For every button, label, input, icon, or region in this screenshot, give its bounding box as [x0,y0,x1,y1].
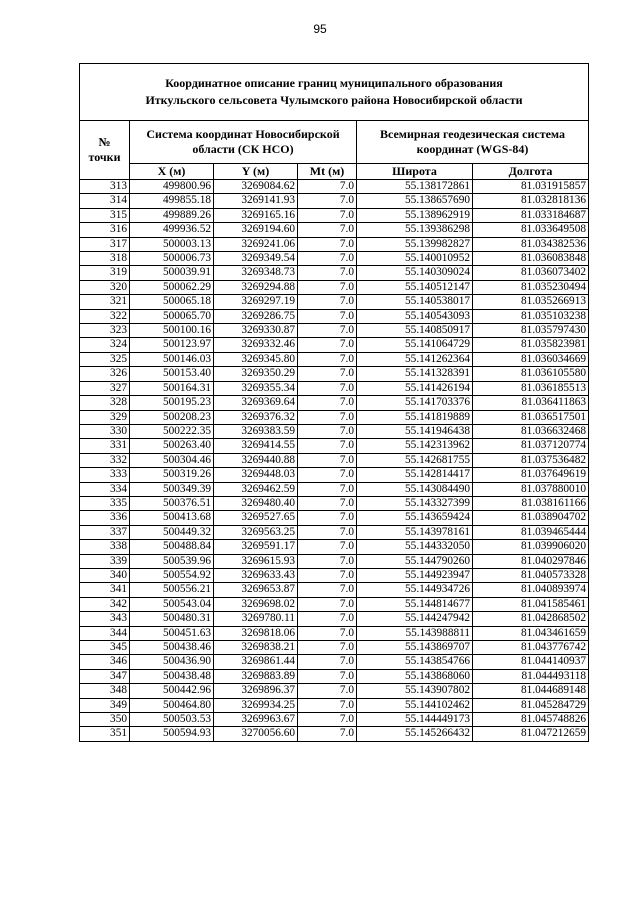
page-number: 95 [313,22,327,36]
x-cell: 500438.48 [130,669,214,683]
table-row [80,237,589,251]
latitude-cell: 55.138657690 [357,194,473,208]
longitude-cell: 81.042868502 [473,612,589,626]
x-cell: 500153.40 [130,367,214,381]
mt-cell: 7.0 [298,468,357,482]
table-row [80,223,589,237]
mt-cell: 7.0 [298,280,357,294]
mt-cell: 7.0 [298,727,357,741]
mt-cell: 7.0 [298,396,357,410]
latitude-cell: 55.141328391 [357,367,473,381]
header-x: X (м) [130,164,214,180]
y-cell: 3269883.89 [214,669,298,683]
y-cell: 3269369.64 [214,396,298,410]
title-line-1: Координатное описание границ муниципального образования [165,76,503,90]
latitude-cell: 55.140543093 [357,309,473,323]
x-cell: 500376.51 [130,496,214,510]
mt-cell: 7.0 [298,496,357,510]
x-cell: 500006.73 [130,252,214,266]
point-number-cell: 333 [80,468,130,482]
longitude-cell: 81.036411863 [473,396,589,410]
table-row [80,266,589,280]
longitude-cell: 81.037880010 [473,482,589,496]
latitude-cell: 55.144934726 [357,583,473,597]
point-number-cell: 329 [80,410,130,424]
longitude-cell: 81.036632468 [473,424,589,438]
x-cell: 500164.31 [130,381,214,395]
point-number-cell: 341 [80,583,130,597]
longitude-cell: 81.036073402 [473,266,589,280]
y-cell: 3269527.65 [214,511,298,525]
table-row [80,338,589,352]
table-row [80,424,589,438]
mt-cell: 7.0 [298,568,357,582]
x-cell: 500195.23 [130,396,214,410]
mt-cell: 7.0 [298,266,357,280]
table-row [80,511,589,525]
latitude-cell: 55.143868060 [357,669,473,683]
table-row [80,583,589,597]
longitude-cell: 81.033184687 [473,208,589,222]
mt-cell: 7.0 [298,482,357,496]
x-cell: 500413.68 [130,511,214,525]
coordinates-table [79,63,589,742]
mt-cell: 7.0 [298,367,357,381]
latitude-cell: 55.140512147 [357,280,473,294]
table-row [80,727,589,741]
table-row [80,208,589,222]
longitude-cell: 81.040297846 [473,554,589,568]
y-cell: 3269896.37 [214,684,298,698]
point-number-cell: 351 [80,727,130,741]
y-cell: 3269462.59 [214,482,298,496]
table-row [80,655,589,669]
point-number-cell: 326 [80,367,130,381]
point-number-cell: 313 [80,180,130,194]
longitude-cell: 81.036034669 [473,352,589,366]
latitude-cell: 55.138962919 [357,208,473,222]
longitude-cell: 81.045284729 [473,698,589,712]
latitude-cell: 55.142814417 [357,468,473,482]
longitude-cell: 81.036105580 [473,367,589,381]
mt-cell: 7.0 [298,554,357,568]
longitude-cell: 81.033649508 [473,223,589,237]
point-number-cell: 350 [80,713,130,727]
mt-cell: 7.0 [298,352,357,366]
point-number-cell: 316 [80,223,130,237]
latitude-cell: 55.141819889 [357,410,473,424]
y-cell: 3269241.06 [214,237,298,251]
longitude-cell: 81.035797430 [473,324,589,338]
table-row [80,367,589,381]
y-cell: 3269633.43 [214,568,298,582]
latitude-cell: 55.143988811 [357,626,473,640]
x-cell: 500263.40 [130,439,214,453]
table-body [80,180,589,742]
table-row [80,453,589,467]
y-cell: 3269286.75 [214,309,298,323]
longitude-cell: 81.040893974 [473,583,589,597]
x-cell: 500349.39 [130,482,214,496]
table-row [80,396,589,410]
y-cell: 3269480.40 [214,496,298,510]
point-number-cell: 327 [80,381,130,395]
longitude-cell: 81.036185513 [473,381,589,395]
mt-cell: 7.0 [298,208,357,222]
latitude-cell: 55.144790260 [357,554,473,568]
mt-cell: 7.0 [298,540,357,554]
y-cell: 3269330.87 [214,324,298,338]
longitude-cell: 81.037120774 [473,439,589,453]
point-number-cell: 331 [80,439,130,453]
latitude-cell: 55.140309024 [357,266,473,280]
table-row [80,641,589,655]
title-line-2: Иткульского сельсовета Чулымского района Новосибирской области [145,93,523,107]
y-cell: 3269591.17 [214,540,298,554]
x-cell: 500065.18 [130,295,214,309]
point-number-cell: 348 [80,684,130,698]
latitude-cell: 55.144814677 [357,597,473,611]
table-row [80,295,589,309]
mt-cell: 7.0 [298,626,357,640]
longitude-cell: 81.034382536 [473,237,589,251]
latitude-cell: 55.143084490 [357,482,473,496]
x-cell: 500556.21 [130,583,214,597]
latitude-cell: 55.141946438 [357,424,473,438]
x-cell: 500503.53 [130,713,214,727]
latitude-cell: 55.144923947 [357,568,473,582]
latitude-cell: 55.143869707 [357,641,473,655]
mt-cell: 7.0 [298,525,357,539]
point-number-cell: 336 [80,511,130,525]
y-cell: 3269563.25 [214,525,298,539]
x-cell: 500146.03 [130,352,214,366]
x-cell: 500543.04 [130,597,214,611]
y-cell: 3269934.25 [214,698,298,712]
x-cell: 500100.16 [130,324,214,338]
longitude-cell: 81.036083848 [473,252,589,266]
point-number-cell: 318 [80,252,130,266]
point-number-cell: 343 [80,612,130,626]
point-number-cell: 344 [80,626,130,640]
mt-cell: 7.0 [298,338,357,352]
latitude-cell: 55.145266432 [357,727,473,741]
header-latitude: Широта [357,164,473,180]
y-cell: 3269818.06 [214,626,298,640]
mt-cell: 7.0 [298,252,357,266]
y-cell: 3269615.93 [214,554,298,568]
y-cell: 3269448.03 [214,468,298,482]
mt-cell: 7.0 [298,295,357,309]
mt-cell: 7.0 [298,612,357,626]
y-cell: 3269653.87 [214,583,298,597]
longitude-cell: 81.047212659 [473,727,589,741]
longitude-cell: 81.035230494 [473,280,589,294]
latitude-cell: 55.144449173 [357,713,473,727]
longitude-cell: 81.032818136 [473,194,589,208]
table-row [80,381,589,395]
table-row [80,597,589,611]
latitude-cell: 55.143978161 [357,525,473,539]
latitude-cell: 55.139386298 [357,223,473,237]
point-number-cell: 345 [80,641,130,655]
table-row [80,554,589,568]
y-cell: 3269440.88 [214,453,298,467]
longitude-cell: 81.043461659 [473,626,589,640]
longitude-cell: 81.037649619 [473,468,589,482]
x-cell: 500594.93 [130,727,214,741]
x-cell: 499800.96 [130,180,214,194]
y-cell: 3269376.32 [214,410,298,424]
point-number-cell: 347 [80,669,130,683]
point-number-cell: 346 [80,655,130,669]
x-cell: 500062.29 [130,280,214,294]
latitude-cell: 55.143854766 [357,655,473,669]
latitude-cell: 55.141426194 [357,381,473,395]
point-number-cell: 342 [80,597,130,611]
mt-cell: 7.0 [298,424,357,438]
mt-cell: 7.0 [298,698,357,712]
table-row [80,410,589,424]
y-cell: 3269350.29 [214,367,298,381]
x-cell: 500442.96 [130,684,214,698]
y-cell: 3269780.11 [214,612,298,626]
latitude-cell: 55.143327399 [357,496,473,510]
mt-cell: 7.0 [298,641,357,655]
y-cell: 3269348.73 [214,266,298,280]
mt-cell: 7.0 [298,511,357,525]
longitude-cell: 81.031915857 [473,180,589,194]
y-cell: 3269414.55 [214,439,298,453]
point-number-cell: 334 [80,482,130,496]
y-cell: 3269194.60 [214,223,298,237]
point-number-cell: 323 [80,324,130,338]
table-row [80,468,589,482]
table-row [80,612,589,626]
y-cell: 3269141.93 [214,194,298,208]
mt-cell: 7.0 [298,583,357,597]
x-cell: 500436.90 [130,655,214,669]
x-cell: 500554.92 [130,568,214,582]
table-row [80,496,589,510]
header-nso-system: Система координат Новосибирской области (СК НСО) [130,121,357,164]
mt-cell: 7.0 [298,655,357,669]
x-cell: 500304.46 [130,453,214,467]
header-wgs-system: Всемирная геодезическая система координат (WGS-84) [357,121,589,164]
x-cell: 500319.26 [130,468,214,482]
point-number-cell: 322 [80,309,130,323]
longitude-cell: 81.039465444 [473,525,589,539]
point-number-cell: 315 [80,208,130,222]
table-row [80,352,589,366]
latitude-cell: 55.142681755 [357,453,473,467]
longitude-cell: 81.038904702 [473,511,589,525]
latitude-cell: 55.141703376 [357,396,473,410]
x-cell: 500123.97 [130,338,214,352]
latitude-cell: 55.144332050 [357,540,473,554]
latitude-cell: 55.138172861 [357,180,473,194]
longitude-cell: 81.035823981 [473,338,589,352]
point-number-cell: 317 [80,237,130,251]
y-cell: 3269297.19 [214,295,298,309]
mt-cell: 7.0 [298,381,357,395]
y-cell: 3269355.34 [214,381,298,395]
latitude-cell: 55.139982827 [357,237,473,251]
table-row [80,180,589,194]
point-number-cell: 337 [80,525,130,539]
point-number-cell: 340 [80,568,130,582]
mt-cell: 7.0 [298,669,357,683]
latitude-cell: 55.141064729 [357,338,473,352]
longitude-cell: 81.037536482 [473,453,589,467]
header-longitude: Долгота [473,164,589,180]
table-row [80,698,589,712]
longitude-cell: 81.035266913 [473,295,589,309]
x-cell: 500039.91 [130,266,214,280]
latitude-cell: 55.143907802 [357,684,473,698]
x-cell: 500449.32 [130,525,214,539]
table-row [80,713,589,727]
mt-cell: 7.0 [298,223,357,237]
table-row [80,684,589,698]
mt-cell: 7.0 [298,237,357,251]
longitude-cell: 81.044140937 [473,655,589,669]
mt-cell: 7.0 [298,684,357,698]
header-y: Y (м) [214,164,298,180]
point-number-cell: 321 [80,295,130,309]
table-row [80,194,589,208]
table-row [80,482,589,496]
point-number-cell: 330 [80,424,130,438]
point-number-cell: 328 [80,396,130,410]
point-number-cell: 324 [80,338,130,352]
table-row [80,669,589,683]
mt-cell: 7.0 [298,180,357,194]
table-row [80,525,589,539]
point-number-cell: 314 [80,194,130,208]
x-cell: 500438.46 [130,641,214,655]
x-cell: 499855.18 [130,194,214,208]
longitude-cell: 81.039906020 [473,540,589,554]
x-cell: 500539.96 [130,554,214,568]
y-cell: 3269345.80 [214,352,298,366]
x-cell: 500222.35 [130,424,214,438]
longitude-cell: 81.045748826 [473,713,589,727]
x-cell: 499936.52 [130,223,214,237]
point-number-cell: 319 [80,266,130,280]
table-row [80,568,589,582]
longitude-cell: 81.035103238 [473,309,589,323]
y-cell: 3269165.16 [214,208,298,222]
point-number-cell: 335 [80,496,130,510]
y-cell: 3269838.21 [214,641,298,655]
longitude-cell: 81.044493118 [473,669,589,683]
longitude-cell: 81.038161166 [473,496,589,510]
x-cell: 500464.80 [130,698,214,712]
table-row [80,252,589,266]
mt-cell: 7.0 [298,453,357,467]
x-cell: 500480.31 [130,612,214,626]
header-point-number: № точки [80,121,130,180]
point-number-cell: 332 [80,453,130,467]
point-number-cell: 349 [80,698,130,712]
latitude-cell: 55.140538017 [357,295,473,309]
point-number-cell: 339 [80,554,130,568]
table-row [80,540,589,554]
y-cell: 3269963.67 [214,713,298,727]
table-row [80,439,589,453]
longitude-cell: 81.044689148 [473,684,589,698]
header-mt: Mt (м) [298,164,357,180]
point-number-cell: 338 [80,540,130,554]
latitude-cell: 55.144247942 [357,612,473,626]
latitude-cell: 55.142313962 [357,439,473,453]
y-cell: 3269332.46 [214,338,298,352]
latitude-cell: 55.144102462 [357,698,473,712]
x-cell: 500488.84 [130,540,214,554]
point-number-cell: 325 [80,352,130,366]
x-cell: 500065.70 [130,309,214,323]
mt-cell: 7.0 [298,439,357,453]
y-cell: 3269698.02 [214,597,298,611]
y-cell: 3269861.44 [214,655,298,669]
mt-cell: 7.0 [298,597,357,611]
x-cell: 500451.63 [130,626,214,640]
x-cell: 500003.13 [130,237,214,251]
y-cell: 3269383.59 [214,424,298,438]
mt-cell: 7.0 [298,324,357,338]
longitude-cell: 81.036517501 [473,410,589,424]
y-cell: 3269294.88 [214,280,298,294]
longitude-cell: 81.043776742 [473,641,589,655]
table-row [80,324,589,338]
x-cell: 500208.23 [130,410,214,424]
table-row [80,309,589,323]
longitude-cell: 81.041585461 [473,597,589,611]
latitude-cell: 55.143659424 [357,511,473,525]
y-cell: 3270056.60 [214,727,298,741]
y-cell: 3269349.54 [214,252,298,266]
table-row [80,280,589,294]
longitude-cell: 81.040573328 [473,568,589,582]
y-cell: 3269084.62 [214,180,298,194]
point-number-cell: 320 [80,280,130,294]
latitude-cell: 55.141262364 [357,352,473,366]
mt-cell: 7.0 [298,194,357,208]
mt-cell: 7.0 [298,410,357,424]
table-title [80,64,589,121]
table-row [80,626,589,640]
x-cell: 499889.26 [130,208,214,222]
mt-cell: 7.0 [298,309,357,323]
mt-cell: 7.0 [298,713,357,727]
latitude-cell: 55.140010952 [357,252,473,266]
latitude-cell: 55.140850917 [357,324,473,338]
